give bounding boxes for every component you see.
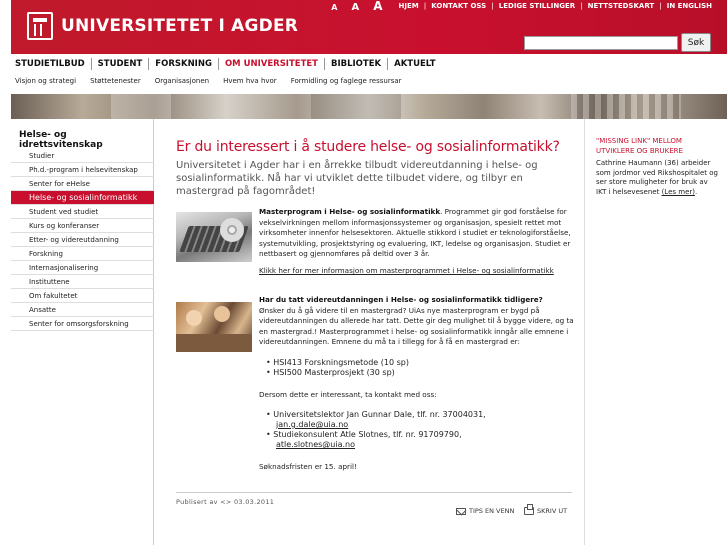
email-link[interactable]: jan.g.dale@uia.no	[276, 420, 349, 429]
nav-om-universitetet[interactable]: OM UNIVERSITETET	[219, 58, 325, 70]
divider	[176, 492, 572, 493]
sidebar-item-student-ved-studiet[interactable]: Student ved studiet	[11, 205, 154, 219]
subnav-stottetenester[interactable]: Støttetenester	[90, 77, 141, 85]
contact-line: Universitetslektor Jan Gunnar Dale, tlf. nr. 37004031,	[273, 410, 486, 419]
master-program-block	[259, 207, 575, 260]
further-education-block	[259, 295, 575, 348]
print-label: SKRIV UT	[537, 507, 568, 515]
top-link-sitemap[interactable]: NETTSTEDSKART	[587, 1, 655, 10]
list-item: • HSI500 Masterprosjekt (30 sp)	[276, 368, 409, 378]
main-content	[154, 119, 584, 545]
sidebar-item-studier[interactable]: Studier	[11, 149, 154, 163]
tips-en-venn-button[interactable]	[456, 507, 514, 515]
sidebar-item-kurs[interactable]: Kurs og konferanser	[11, 219, 154, 233]
contact-list	[273, 410, 486, 450]
block1-heading: Masterprogram i Helse- og sosialinformatikk	[259, 207, 441, 216]
top-link-home[interactable]: HJEM	[398, 1, 419, 10]
students-image	[176, 302, 252, 352]
contact-line: Studiekonsulent Atle Slotnes, tlf. nr. 91709790,	[273, 430, 462, 439]
envelope-icon	[456, 508, 466, 515]
sidebar-list	[11, 149, 154, 331]
block2-heading: Har du tatt videreutdanningen i Helse- og sosialinformatikk tidligere?	[259, 295, 543, 304]
sidebar-item-phd[interactable]: Ph.d.-program i helsevitenskap	[11, 163, 154, 177]
main-nav	[11, 58, 442, 70]
email-link[interactable]: atle.slotnes@uia.no	[276, 440, 356, 449]
news-text-end: .	[694, 187, 698, 196]
intro-text: Universitetet i Agder har i en årrekke tilbudt videreutdanning i helse- og sosialinformatikk. Nå har vi utviklet dette tilbudet videre, og tilbyr en mastergrad på fagområdet!	[176, 160, 538, 197]
keyboard-image	[176, 212, 252, 262]
published-info: Publisert av <> 03.03.2011	[176, 498, 275, 506]
logo-text[interactable]: UNIVERSITETET I AGDER	[61, 16, 299, 36]
top-links	[326, 0, 717, 11]
subnav-visjon[interactable]: Visjon og strategi	[15, 77, 77, 85]
news-title[interactable]: "MISSING LINK" MELLOM UTVIKLERE OG BRUKERE	[596, 137, 683, 155]
font-size-large[interactable]: A	[373, 0, 383, 13]
sidebar-item-instituttene[interactable]: Instituttene	[11, 275, 154, 289]
list-item: • HSI413 Forskningsmetode (10 sp)	[276, 358, 409, 368]
news-body: Cathrine Haumann (36) arbeider som jordmor ved Rikshospitalet og ser store muligheter for bruk av IKT i helsevesenet	[596, 159, 718, 196]
sidebar-item-ehelse[interactable]: Senter for eHelse	[11, 177, 154, 191]
deadline-text: Søknadsfristen er 15. april!	[259, 462, 357, 471]
page-title: Er du interessert i å studere helse- og sosialinformatikk?	[176, 139, 560, 155]
sidebar	[11, 119, 154, 545]
master-info-link[interactable]: Klikk her for mer informasjon om masterprogrammet i Helse- og sosialinformatikk	[259, 266, 554, 275]
print-button[interactable]	[524, 507, 567, 515]
font-size-small[interactable]: A	[331, 2, 338, 12]
course-list	[273, 358, 409, 378]
right-column	[584, 119, 727, 545]
printer-icon	[524, 507, 534, 515]
top-link-jobs[interactable]: LEDIGE STILLINGER	[498, 1, 576, 10]
contact-intro: Dersom dette er interessant, ta kontakt med oss:	[259, 390, 437, 399]
sub-nav	[15, 77, 416, 85]
block1-text: . Programmet gir god forståelse for vekselvirkningen mellom informasjonssystemer og organisasjon, spesielt rettet mot virksomheter innenfor helsesektoren. Aktuelle stikkord i studiet er teknologiforståelse, systemutvikling, prosjektstyring og evaluering, IKT, ledelse og organisasjon. Studiet er nettbasert og gjennomføres på deltid over 3 år.	[259, 207, 571, 258]
nav-forskning[interactable]: FORSKNING	[149, 58, 219, 70]
sidebar-title[interactable]: Helse- og idrettsvitenskap	[19, 130, 103, 150]
block2-text: Ønsker du å gå videre til en mastergrad? UiAs nye masterprogram er bygd på videreutdanningen du allerede har tatt. Dette gir deg mulighet til å bygge videre, og ta en mastergrad.! Masterprogrammet i helse- og sosialinformatikk inngår alle emnene i videreutdanningen. Emnene du må ta i tillegg for å få en mastergrad er:	[259, 305, 574, 346]
nav-student[interactable]: STUDENT	[92, 58, 150, 70]
tips-label: TIPS EN VENN	[469, 507, 515, 515]
read-more-link[interactable]: (Les mer)	[661, 187, 695, 196]
sidebar-item-omsorgsforskning[interactable]: Senter for omsorgsforskning	[11, 317, 154, 331]
banner-image	[11, 94, 727, 119]
sidebar-item-helse-sosialinformatikk[interactable]: Helse- og sosialinformatikk	[11, 191, 154, 205]
divider: |	[659, 1, 662, 10]
sidebar-item-etter-videreutdanning[interactable]: Etter- og videreutdanning	[11, 233, 154, 247]
news-text	[596, 159, 720, 197]
divider: |	[580, 1, 583, 10]
top-link-english[interactable]: IN ENGLISH	[666, 1, 712, 10]
sidebar-item-ansatte[interactable]: Ansatte	[11, 303, 154, 317]
sidebar-item-internasjonalisering[interactable]: Internasjonalisering	[11, 261, 154, 275]
font-size-medium[interactable]: A	[351, 1, 360, 13]
subnav-organisasjonen[interactable]: Organisasjonen	[154, 77, 210, 85]
nav-studietilbud[interactable]: STUDIETILBUD	[11, 58, 92, 70]
search-button[interactable]: Søk	[681, 33, 711, 52]
font-size-controls	[326, 0, 393, 13]
list-item	[273, 410, 486, 430]
university-logo-icon[interactable]	[27, 12, 53, 40]
nav-aktuelt[interactable]: AKTUELT	[394, 59, 436, 69]
sidebar-item-forskning[interactable]: Forskning	[11, 247, 154, 261]
top-link-contact[interactable]: KONTAKT OSS	[431, 1, 487, 10]
sidebar-item-om-fakultetet[interactable]: Om fakultetet	[11, 289, 154, 303]
list-item	[273, 430, 486, 450]
subnav-formidling[interactable]: Formidling og faglege ressursar	[290, 77, 402, 85]
divider: |	[491, 1, 494, 10]
divider: |	[423, 1, 427, 10]
nav-bibliotek[interactable]: BIBLIOTEK	[325, 58, 388, 70]
subnav-hvem-hva-hvor[interactable]: Hvem hva hvor	[223, 77, 277, 85]
search-input[interactable]	[524, 36, 678, 50]
